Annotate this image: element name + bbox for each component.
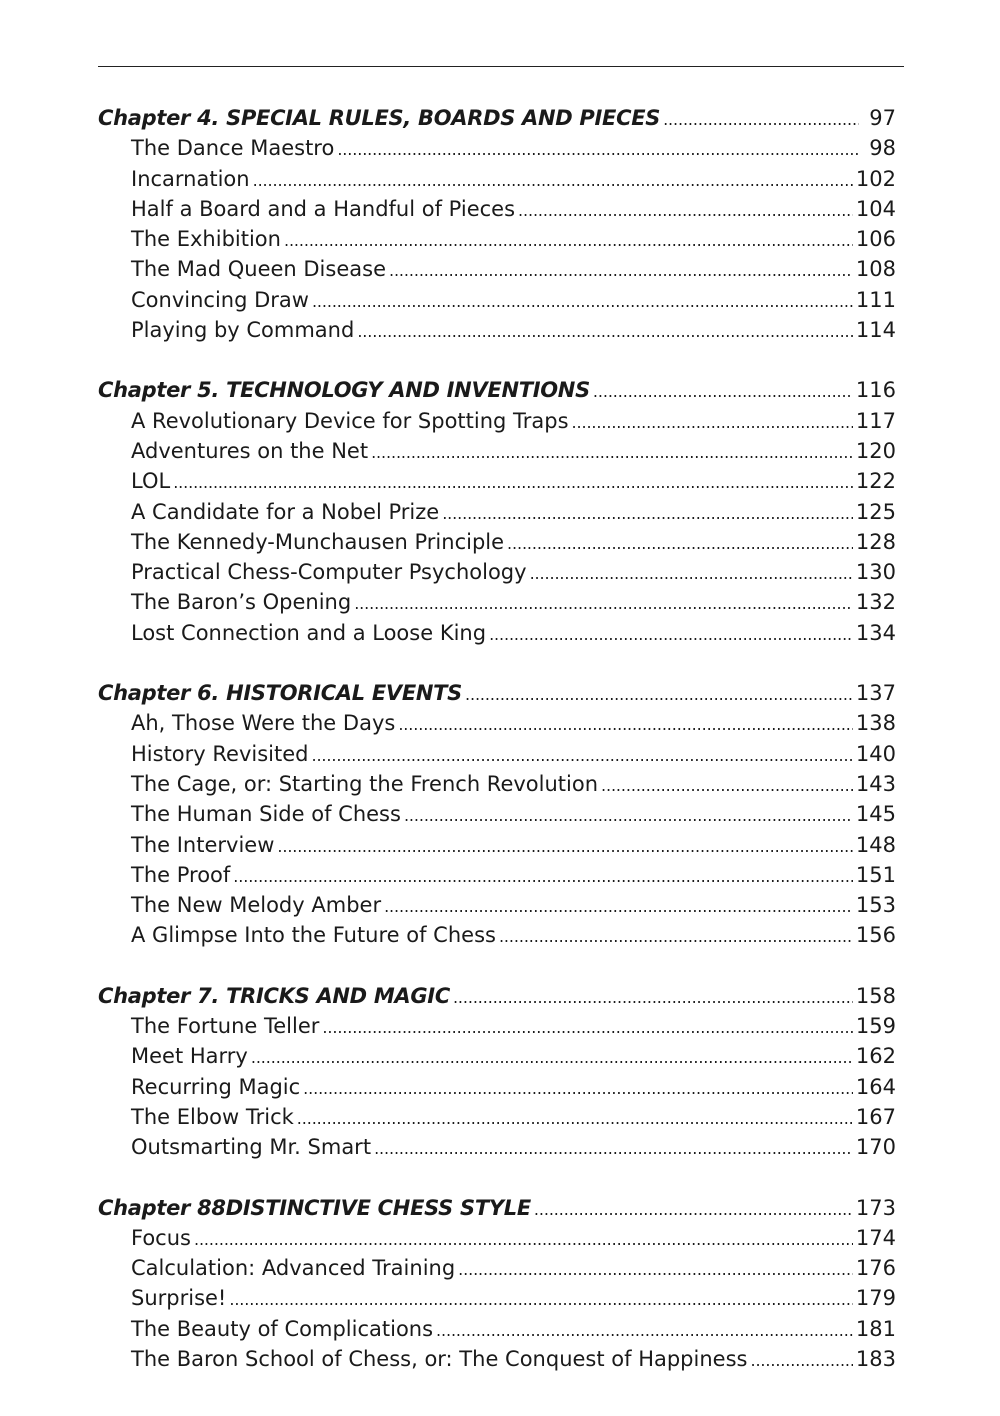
dot-leader xyxy=(750,1344,852,1376)
entry-title: Recurring Magic xyxy=(131,1074,301,1099)
page-number: 117 xyxy=(855,408,896,433)
dot-leader xyxy=(507,527,853,559)
page-number: 174 xyxy=(855,1225,896,1250)
page-number: 116 xyxy=(855,378,896,403)
toc-entry[interactable] xyxy=(98,285,896,315)
dot-leader xyxy=(530,557,853,589)
entry-title: Playing by Command xyxy=(131,318,355,343)
toc-entry[interactable] xyxy=(98,1223,896,1253)
entry-title: A Candidate for a Nobel Prize xyxy=(131,499,440,524)
toc-entry[interactable] xyxy=(98,1041,896,1071)
page-number: 179 xyxy=(855,1286,896,1311)
toc-entry[interactable] xyxy=(98,224,896,254)
toc-entry[interactable] xyxy=(98,1132,896,1162)
dot-leader xyxy=(489,618,853,650)
entry-title: History Revisited xyxy=(131,741,309,766)
entry-title: The Cage, or: Starting the French Revolution xyxy=(131,771,599,796)
toc-entry[interactable] xyxy=(98,618,896,648)
entry-title: The Mad Queen Disease xyxy=(131,257,386,282)
page-number: 143 xyxy=(855,771,896,796)
dot-leader xyxy=(499,920,853,952)
toc-entry[interactable] xyxy=(98,133,896,163)
entry-title: The Fortune Teller xyxy=(131,1014,320,1039)
entry-title: The Dance Maestro xyxy=(131,136,335,161)
dot-leader xyxy=(458,1253,853,1285)
toc-entry[interactable] xyxy=(98,1072,896,1102)
dot-leader xyxy=(389,254,853,286)
entry-title: The Elbow Trick xyxy=(131,1104,294,1129)
dot-leader xyxy=(229,1283,853,1315)
entry-title: Convincing Draw xyxy=(131,287,309,312)
dot-leader xyxy=(297,1102,853,1134)
chapter-4 xyxy=(98,103,896,345)
toc-entry[interactable] xyxy=(98,1253,896,1283)
dot-leader xyxy=(663,103,859,135)
page-number: 125 xyxy=(855,499,896,524)
page-number: 151 xyxy=(855,862,896,887)
entry-title: Practical Chess-Computer Psychology xyxy=(131,560,527,585)
toc-entry[interactable] xyxy=(98,194,896,224)
entry-title: LOL xyxy=(131,469,171,494)
page-number: 108 xyxy=(855,257,896,282)
chapter-5 xyxy=(98,375,896,648)
page-number: 106 xyxy=(855,227,896,252)
toc-entry[interactable] xyxy=(98,1011,896,1041)
page-number: 140 xyxy=(855,741,896,766)
toc-entry[interactable] xyxy=(98,466,896,496)
toc-entry[interactable] xyxy=(98,406,896,436)
chapter-heading[interactable] xyxy=(98,103,896,133)
dot-leader xyxy=(601,769,853,801)
dot-leader xyxy=(442,497,853,529)
chapter-6 xyxy=(98,678,896,951)
entry-title: Focus xyxy=(131,1225,191,1250)
dot-leader xyxy=(284,224,853,256)
entry-title: A Revolutionary Device for Spotting Traps xyxy=(131,408,569,433)
dot-leader xyxy=(337,133,859,165)
dot-leader xyxy=(357,315,853,347)
page-number: 120 xyxy=(855,438,896,463)
toc-entry[interactable] xyxy=(98,769,896,799)
page-number: 183 xyxy=(855,1346,896,1371)
chapter-title: Chapter 5. TECHNOLOGY AND INVENTIONS xyxy=(98,378,590,403)
page-number: 170 xyxy=(855,1135,896,1160)
dot-leader xyxy=(572,406,853,438)
chapter-heading[interactable] xyxy=(98,678,896,708)
entry-title: Incarnation xyxy=(131,166,250,191)
entry-title: Adventures on the Net xyxy=(131,438,369,463)
chapter-7 xyxy=(98,981,896,1163)
page-number: 159 xyxy=(855,1014,896,1039)
dot-leader xyxy=(312,285,853,317)
toc-entry[interactable] xyxy=(98,920,896,950)
toc-entry[interactable] xyxy=(98,497,896,527)
entry-title: Surprise! xyxy=(131,1286,227,1311)
dot-leader xyxy=(253,164,853,196)
dot-leader xyxy=(194,1223,853,1255)
page-number: 111 xyxy=(855,287,896,312)
entry-title: Lost Connection and a Loose King xyxy=(131,620,487,645)
dot-leader xyxy=(277,830,853,862)
entry-title: Meet Harry xyxy=(131,1044,248,1069)
page-number: 158 xyxy=(855,983,896,1008)
dot-leader xyxy=(384,890,853,922)
entry-title: The Exhibition xyxy=(131,227,281,252)
page-number: 148 xyxy=(855,832,896,857)
toc-entry[interactable] xyxy=(98,254,896,284)
entry-title: The Baron’s Opening xyxy=(131,590,352,615)
toc-entry[interactable] xyxy=(98,708,896,738)
toc-entry[interactable] xyxy=(98,587,896,617)
page-number: 102 xyxy=(855,166,896,191)
chapter-heading[interactable] xyxy=(98,981,896,1011)
dot-leader xyxy=(404,799,853,831)
toc-entry[interactable] xyxy=(98,860,896,890)
entry-title: Half a Board and a Handful of Pieces xyxy=(131,196,516,221)
page-number: 153 xyxy=(855,893,896,918)
entry-title: The Interview xyxy=(131,832,275,857)
dot-leader xyxy=(371,436,853,468)
dot-leader xyxy=(311,739,852,771)
page-number: 156 xyxy=(855,923,896,948)
chapter-title: Chapter 4. SPECIAL RULES, BOARDS AND PIECES xyxy=(98,106,661,130)
dot-leader xyxy=(251,1041,853,1073)
entry-title: The Human Side of Chess xyxy=(131,802,401,827)
dot-leader xyxy=(593,375,853,407)
entry-title: Ah, Those Were the Days xyxy=(131,711,396,736)
page-number: 145 xyxy=(855,802,896,827)
chapter-title: Chapter 88DISTINCTIVE CHESS STYLE xyxy=(98,1195,531,1220)
toc-entry[interactable] xyxy=(98,527,896,557)
toc-entry[interactable] xyxy=(98,1344,896,1374)
page-number: 176 xyxy=(855,1256,896,1281)
entry-title: A Glimpse Into the Future of Chess xyxy=(131,923,496,948)
entry-title: Calculation: Advanced Training xyxy=(131,1256,456,1281)
page-number: 114 xyxy=(855,318,896,343)
dot-leader xyxy=(322,1011,853,1043)
dot-leader xyxy=(398,708,853,740)
toc-entry[interactable] xyxy=(98,1314,896,1344)
chapter-8 xyxy=(98,1193,896,1375)
toc-entry[interactable] xyxy=(98,1102,896,1132)
toc-entry[interactable] xyxy=(98,890,896,920)
toc-entry[interactable] xyxy=(98,799,896,829)
table-of-contents xyxy=(98,103,896,1404)
dot-leader xyxy=(303,1072,853,1104)
dot-leader xyxy=(534,1193,853,1225)
entry-title: The New Melody Amber xyxy=(131,893,382,918)
toc-entry[interactable] xyxy=(98,436,896,466)
dot-leader xyxy=(233,860,853,892)
dot-leader xyxy=(465,678,853,710)
dot-leader xyxy=(436,1314,853,1346)
entry-title: Outsmarting Mr. Smart xyxy=(131,1135,372,1160)
entry-title: The Kennedy-Munchausen Principle xyxy=(131,529,505,554)
toc-entry[interactable] xyxy=(98,1283,896,1313)
toc-entry[interactable] xyxy=(98,164,896,194)
top-rule xyxy=(98,66,904,67)
entry-title: The Baron School of Chess, or: The Conquest of Happiness xyxy=(131,1346,748,1371)
page-number: 98 xyxy=(869,136,896,161)
page-number: 181 xyxy=(855,1316,896,1341)
page-number: 104 xyxy=(855,196,896,221)
page-number: 137 xyxy=(855,681,896,706)
page-number: 164 xyxy=(855,1074,896,1099)
page-number: 122 xyxy=(855,469,896,494)
page-number: 162 xyxy=(855,1044,896,1069)
dot-leader xyxy=(453,981,853,1013)
page-number: 167 xyxy=(855,1104,896,1129)
page-number: 128 xyxy=(855,529,896,554)
toc-entry[interactable] xyxy=(98,830,896,860)
page-number: 134 xyxy=(855,620,896,645)
chapter-title: Chapter 6. HISTORICAL EVENTS xyxy=(98,681,463,706)
chapter-heading[interactable] xyxy=(98,375,896,405)
page-number: 173 xyxy=(855,1195,896,1220)
toc-entry[interactable] xyxy=(98,557,896,587)
entry-title: The Beauty of Complications xyxy=(131,1316,434,1341)
dot-leader xyxy=(374,1132,853,1164)
page-number: 130 xyxy=(855,560,896,585)
toc-entry[interactable] xyxy=(98,315,896,345)
chapter-title: Chapter 7. TRICKS AND MAGIC xyxy=(98,983,450,1008)
page-number: 132 xyxy=(855,590,896,615)
page-number: 138 xyxy=(855,711,896,736)
chapter-heading[interactable] xyxy=(98,1193,896,1223)
page-number: 97 xyxy=(869,106,896,130)
entry-title: The Proof xyxy=(131,862,231,887)
dot-leader xyxy=(173,466,853,498)
dot-leader xyxy=(518,194,853,226)
dot-leader xyxy=(354,587,853,619)
toc-entry[interactable] xyxy=(98,739,896,769)
